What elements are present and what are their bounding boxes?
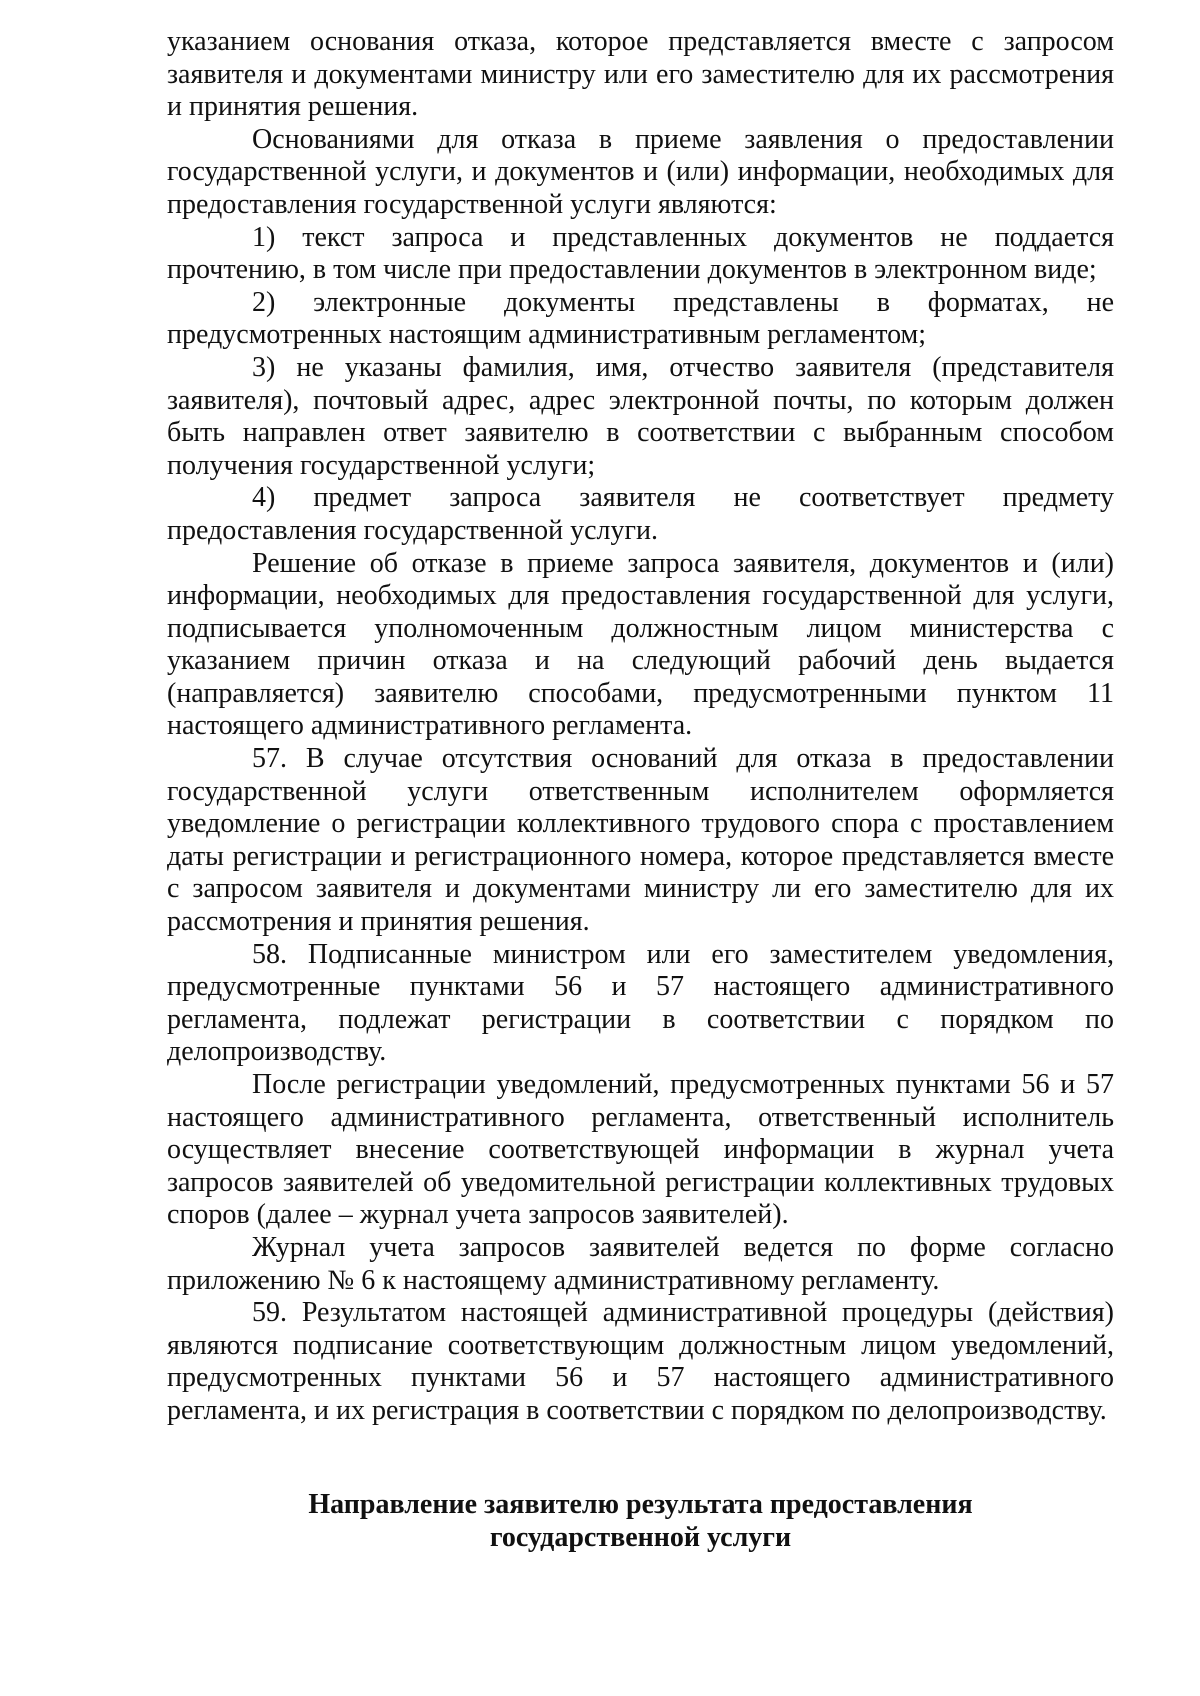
paragraph-journal: Журнал учета запросов заявителей ведется по форме согласно приложению № 6 к настоящему административному регламенту.: [167, 1231, 1114, 1296]
list-item-4: 4) предмет запроса заявителя не соответствует предмету предоставления государственной услуги.: [167, 482, 1114, 546]
list-item-1: 1) текст запроса и представленных документов не поддается прочтению, в том числе при предоставлении документов в электронном виде;: [167, 221, 1114, 286]
paragraph-57: 57. В случае отсутствия оснований для отказа в предоставлении государственной услуги ответственным исполнителем оформляется уведомление о регистрации коллективного трудового спора с проставлением даты регистрации и регистрационного номера, которое представляется вместе с запросом заявителя и документами министру ли его заместителю для их рассмотрения и принятия решения.: [167, 743, 1114, 938]
section-heading-line-1: Направление заявителю результата предоставления: [308, 1489, 973, 1520]
section-heading-line-2: государственной услуги: [489, 1522, 792, 1553]
paragraph-58: 58. Подписанные министром или его заместителем уведомления, предусмотренные пунктами 56 и 57 настоящего административного регламента, подлежат регистрации в соответствии с порядком по делопроизводству.: [167, 938, 1114, 1068]
section-heading: [167, 1488, 1114, 1554]
list-item-3: 3) не указаны фамилия, имя, отчество заявителя (представителя заявителя), почтовый адрес, адрес электронной почты, по которым должен быть направлен ответ заявителю в соответствии с выбранным способом получения государственной услуги;: [167, 351, 1114, 481]
list-item-2: 2) электронные документы представлены в форматах, не предусмотренных настоящим административным регламентом;: [167, 286, 1114, 351]
paragraph-continuation: указанием основания отказа, которое представляется вместе с запросом заявителя и документами министру или его заместителю для их рассмотрения и принятия решения.: [167, 26, 1114, 123]
paragraph-refusal-grounds-intro: Основаниями для отказа в приеме заявления о предоставлении государственной услуги, и документов и (или) информации, необходимых для предоставления государственной услуги являются:: [167, 123, 1114, 220]
paragraph-registration: После регистрации уведомлений, предусмотренных пунктами 56 и 57 настоящего административного регламента, ответственный исполнитель осуществляет внесение соответствующей информации в журнал учета запросов заявителей об уведомительной регистрации коллективных трудовых споров (далее – журнал учета запросов заявителей).: [167, 1069, 1114, 1231]
paragraph-refusal-decision: Решение об отказе в приеме запроса заявителя, документов и (или) информации, необходимых для предоставления государственной для услуги, подписывается уполномоченным должностным лицом министерства с указанием причин отказа и на следующий рабочий день выдается (направляется) заявителю способами, предусмотренными пунктом 11 настоящего административного регламента.: [167, 547, 1114, 742]
document-body: [167, 26, 1114, 1428]
paragraph-59: 59. Результатом настоящей административной процедуры (действия) являются подписание соответствующим должностным лицом уведомлений, предусмотренных пунктами 56 и 57 настоящего административного регламента, и их регистрация в соответствии с порядком по делопроизводству.: [167, 1297, 1114, 1426]
